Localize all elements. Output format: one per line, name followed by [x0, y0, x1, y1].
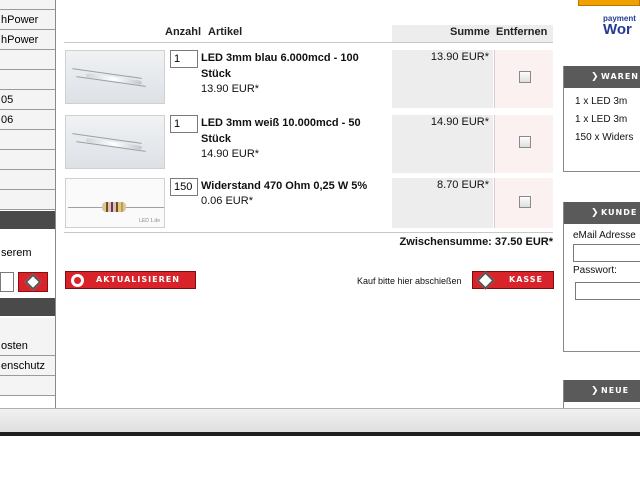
password-label: Passwort:: [573, 265, 617, 276]
sidebar-item[interactable]: [0, 318, 55, 338]
payment-logo-small: payment: [603, 14, 636, 23]
product-image: [65, 50, 165, 104]
article-name[interactable]: LED 3mm blau 6.000mcd - 100 Stück: [201, 52, 359, 80]
email-label: eMail Adresse: [573, 230, 636, 241]
email-field[interactable]: [573, 244, 640, 262]
cart-summary-header: [564, 66, 640, 88]
gear-icon: [71, 274, 84, 287]
browser-taskbar-edge: [0, 432, 640, 436]
login-header: [564, 202, 640, 224]
cart-summary-line[interactable]: 1 x LED 3m: [575, 114, 628, 125]
news-box: [563, 380, 640, 408]
update-cart-label: AKTUALISIEREN: [96, 275, 180, 284]
sidebar-item[interactable]: [0, 190, 55, 210]
product-image: [65, 178, 165, 228]
sidebar-item[interactable]: 05: [0, 90, 55, 110]
remove-checkbox[interactable]: [519, 71, 531, 83]
cart-summary-box: [563, 66, 640, 172]
sidebar-item[interactable]: [0, 70, 55, 90]
remove-cell: [494, 115, 553, 173]
unit-price: 14.90 EUR*: [201, 148, 260, 160]
news-header: [564, 380, 640, 402]
newsletter-text: serem: [1, 247, 32, 259]
newsletter-input[interactable]: [0, 272, 14, 292]
checkout-button[interactable]: [472, 271, 554, 289]
box-icon: [476, 271, 494, 289]
remove-checkbox[interactable]: [519, 196, 531, 208]
remove-cell: [494, 178, 553, 228]
image-caption: LED 1.de: [139, 218, 160, 224]
sidebar-item[interactable]: hPower: [0, 10, 55, 30]
sidebar-item[interactable]: hPower: [0, 30, 55, 50]
cart-row: [64, 50, 554, 108]
update-cart-button[interactable]: [65, 271, 196, 289]
sidebar-item[interactable]: [0, 50, 55, 70]
article-name[interactable]: Widerstand 470 Ohm 0,25 W 5%: [201, 180, 368, 192]
checkout-hint: Kauf bitte hier abschießen: [357, 276, 462, 286]
quantity-input[interactable]: 150: [170, 178, 198, 196]
quantity-input[interactable]: 1: [170, 115, 198, 133]
remove-cell: [494, 50, 553, 108]
header-divider: [64, 42, 553, 43]
sidebar-item[interactable]: [0, 170, 55, 190]
payment-logo-big: Wor: [603, 21, 632, 38]
unit-price: 0.06 EUR*: [201, 195, 253, 207]
submit-icon: [25, 274, 42, 291]
cart-summary-line[interactable]: 150 x Widers: [575, 132, 634, 143]
column-header-quantity: Anzahl: [165, 26, 202, 38]
sidebar-section-header: [0, 298, 55, 316]
row-sum: 13.90 EUR*: [392, 50, 493, 108]
row-sum: 8.70 EUR*: [392, 178, 493, 228]
sidebar-section-header: [0, 211, 55, 229]
arrow-right-icon: ❯: [591, 386, 600, 396]
password-field[interactable]: [575, 282, 640, 300]
cart-row: [64, 115, 554, 173]
right-sidebar: [563, 0, 640, 408]
unit-price: 13.90 EUR*: [201, 83, 260, 95]
subtotal-divider: [64, 232, 553, 233]
shopping-cart: [64, 0, 556, 408]
arrow-right-icon: ❯: [591, 72, 600, 82]
column-header-remove: Entfernen: [496, 26, 548, 38]
checkout-label: KASSE: [509, 275, 544, 284]
cart-row: [64, 178, 554, 228]
product-image: [65, 115, 165, 169]
row-sum: 14.90 EUR*: [392, 115, 493, 173]
left-sidebar: [0, 0, 56, 408]
sidebar-item[interactable]: [0, 130, 55, 150]
cart-summary-title: WAREN: [601, 72, 639, 81]
sidebar-item[interactable]: [0, 376, 55, 396]
sidebar-item-privacy[interactable]: enschutz: [0, 356, 55, 376]
cart-summary-line[interactable]: 1 x LED 3m: [575, 96, 628, 107]
login-title: KUNDE: [601, 208, 638, 217]
subtotal: Zwischensumme: 37.50 EUR*: [399, 236, 553, 248]
arrow-right-icon: ❯: [591, 208, 600, 218]
remove-checkbox[interactable]: [519, 136, 531, 148]
login-box: [563, 202, 640, 352]
sidebar-item[interactable]: 06: [0, 110, 55, 130]
news-title: NEUE: [601, 386, 630, 395]
column-header-article: Artikel: [208, 26, 243, 38]
payment-banner[interactable]: [578, 0, 640, 6]
sidebar-item[interactable]: [0, 0, 55, 10]
column-header-sum: Summe: [450, 26, 490, 38]
article-name[interactable]: LED 3mm weiß 10.000mcd - 50 Stück: [201, 117, 361, 145]
sidebar-item-shipping[interactable]: osten: [0, 336, 55, 356]
newsletter-submit-button[interactable]: [18, 272, 48, 292]
sidebar-item[interactable]: [0, 150, 55, 170]
quantity-input[interactable]: 1: [170, 50, 198, 68]
